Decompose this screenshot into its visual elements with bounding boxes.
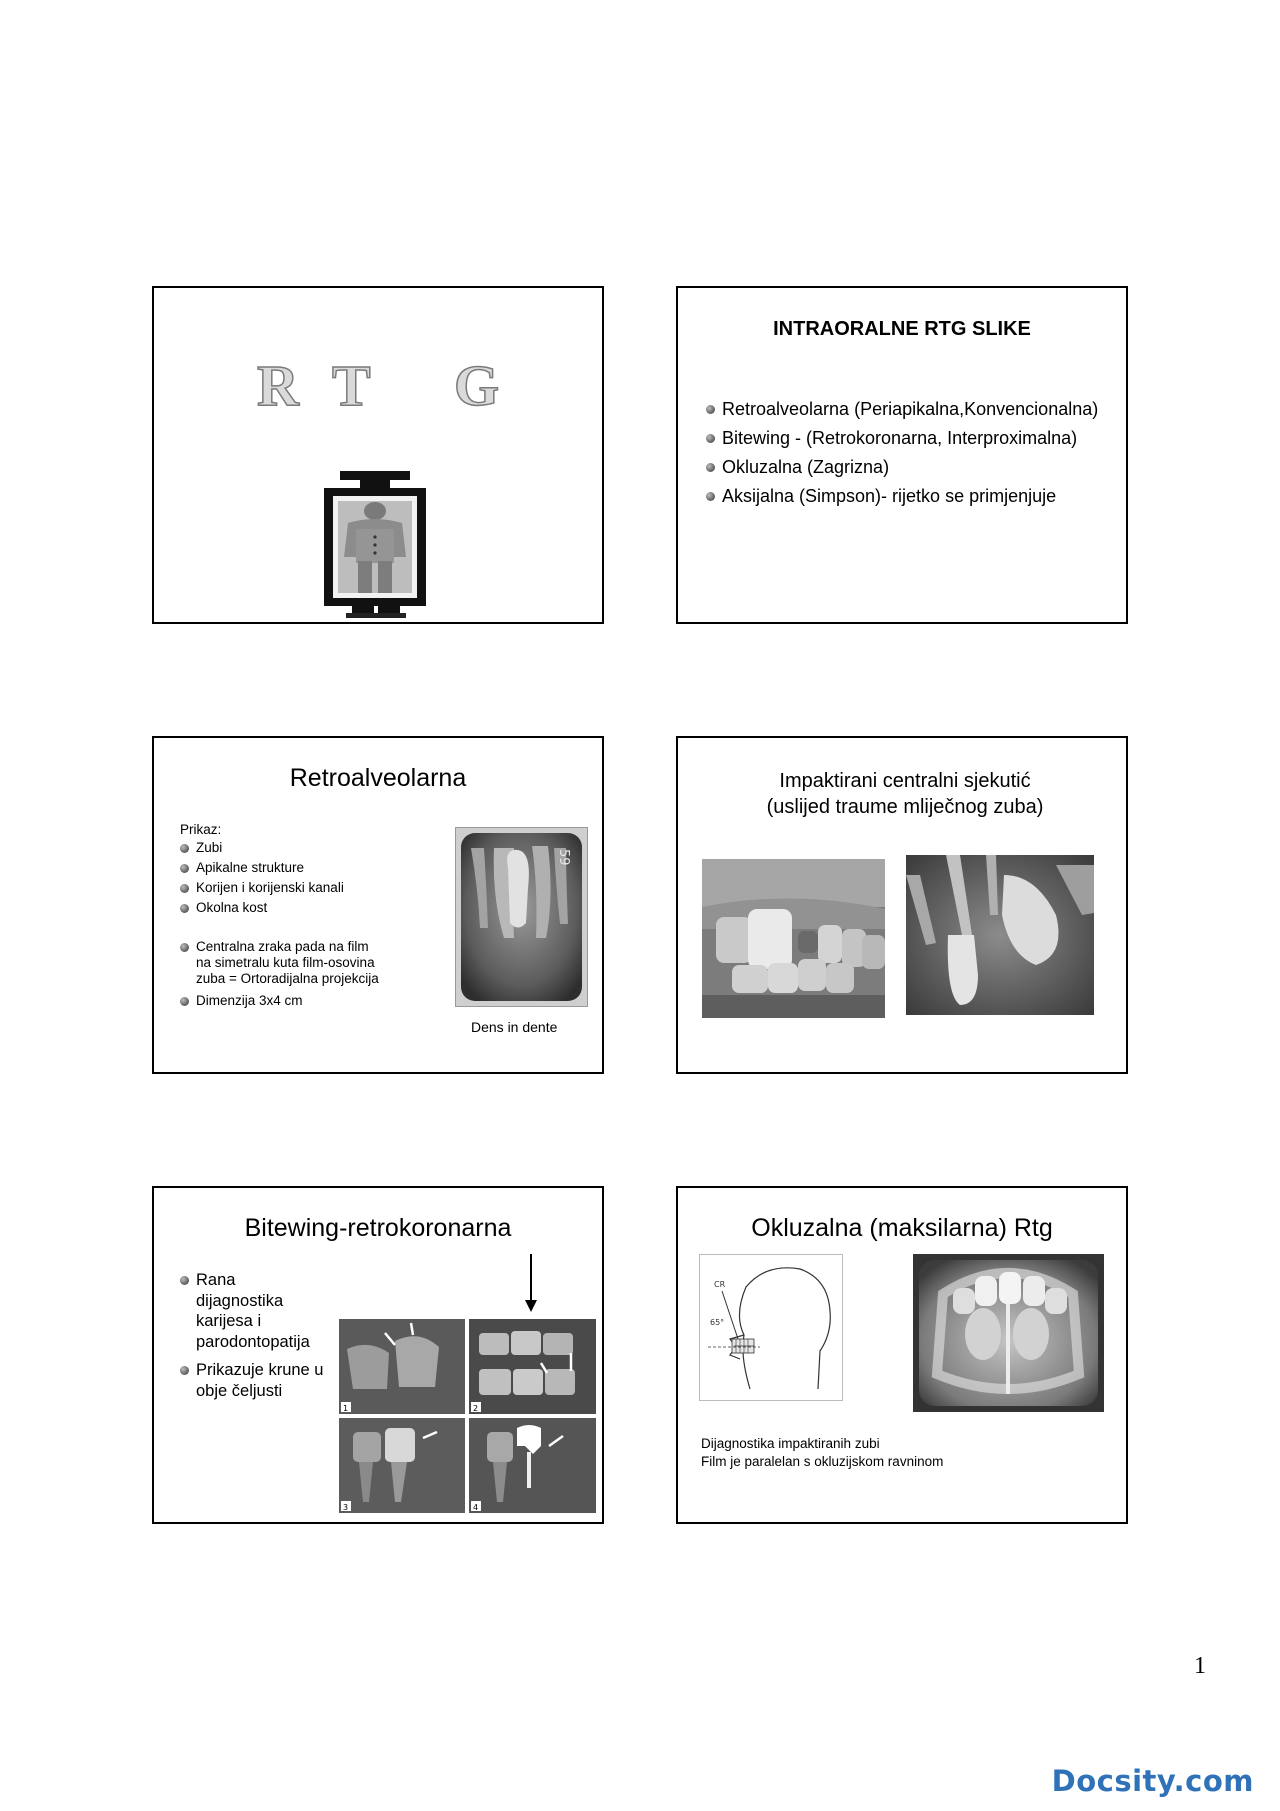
slide-title: Bitewing-retrokoronarna <box>244 1214 512 1242</box>
bitewing-panel-4 <box>469 1418 596 1513</box>
bullet-list-2 <box>180 939 386 1013</box>
bullet-dot-icon <box>706 405 715 414</box>
slide-intraoralne <box>676 286 1128 624</box>
bullet-dot-icon <box>706 492 715 501</box>
xray-figure-icon <box>324 471 426 621</box>
panel-number: 2 <box>473 1404 479 1413</box>
bullet-dot-icon <box>180 864 189 873</box>
list-item: Bitewing - (Retrokoronarna, Interproximalna) <box>706 426 1116 450</box>
list-item: Apikalne strukture <box>180 860 400 876</box>
bullet-dot-icon <box>180 1366 189 1375</box>
bullet-dot-icon <box>706 463 715 472</box>
slide-impaktirani <box>676 736 1128 1074</box>
list-item: Prikazuje krune u obje čeljusti <box>180 1360 326 1401</box>
bullet-dot-icon <box>180 884 189 893</box>
description-line-2: Film je paralelan s okluzijskom ravninom <box>701 1454 944 1469</box>
occlusal-xray <box>913 1254 1104 1412</box>
slide-okluzalna <box>676 1186 1128 1524</box>
angle-label: 65° <box>710 1318 725 1327</box>
slide-bitewing <box>152 1186 604 1524</box>
slide-retroalveolarna <box>152 736 604 1074</box>
list-item: Zubi <box>180 840 400 856</box>
slide-title: Okluzalna (maksilarna) Rtg <box>751 1214 1053 1242</box>
slide-title-line2: (uslijed traume mliječnog zuba) <box>766 796 1044 818</box>
dens-in-dente-xray <box>455 827 588 1007</box>
list-item: Okluzalna (Zagrizna) <box>706 455 1116 479</box>
list-item: Aksijalna (Simpson)- rijetko se primjenjuje <box>706 484 1116 508</box>
down-arrow-icon <box>524 1254 538 1314</box>
description-line-1: Dijagnostika impaktiranih zubi <box>701 1436 880 1451</box>
bullet-list <box>706 397 1116 513</box>
bullet-list <box>180 840 400 920</box>
slide-rtg-title <box>152 286 604 624</box>
bullet-dot-icon <box>180 997 189 1006</box>
bullet-dot-icon <box>706 434 715 443</box>
bullet-dot-icon <box>180 1276 189 1285</box>
bullet-list <box>180 1270 326 1409</box>
rtg-letter-g: G <box>454 353 500 418</box>
image-caption: Dens in dente <box>471 1019 558 1035</box>
slide-title: Retroalveolarna <box>289 764 467 792</box>
prikaz-label: Prikaz: <box>180 822 222 837</box>
slide-title-line1: Impaktirani centralni sjekutić <box>779 770 1031 792</box>
bullet-dot-icon <box>180 844 189 853</box>
bitewing-panel-2 <box>469 1319 596 1414</box>
cr-label: CR <box>714 1280 726 1289</box>
list-item: Retroalveolarna (Periapikalna,Konvencionalna) <box>706 397 1116 421</box>
impacted-incisor-xray <box>906 855 1094 1015</box>
bitewing-xray-grid <box>339 1319 596 1513</box>
film-number: 59 <box>556 849 571 866</box>
docsity-logo[interactable]: Docsity.com <box>1051 1764 1254 1798</box>
list-item: Korijen i korijenski kanali <box>180 880 400 896</box>
occlusal-projection-diagram <box>699 1254 843 1401</box>
bullet-dot-icon <box>180 904 189 913</box>
page-number: 1 <box>1194 1653 1206 1679</box>
clinical-photo <box>702 859 885 1018</box>
list-item: Centralna zraka pada na film na simetralu kuta film-osovina zuba = Ortoradijalna projekcija <box>180 939 386 987</box>
rtg-letter-t: T <box>332 353 371 418</box>
slide-title: INTRAORALNE RTG SLIKE <box>773 318 1031 340</box>
panel-number: 4 <box>473 1503 479 1512</box>
panel-number: 3 <box>343 1503 349 1512</box>
bitewing-panel-1 <box>339 1319 465 1414</box>
list-item: Rana dijagnostika karijesa i parodontopatija <box>180 1270 326 1352</box>
rtg-letter-r: R <box>257 353 299 418</box>
bitewing-panel-3 <box>339 1418 465 1513</box>
bullet-dot-icon <box>180 943 189 952</box>
panel-number: 1 <box>343 1404 349 1413</box>
list-item: Dimenzija 3x4 cm <box>180 993 386 1009</box>
list-item: Okolna kost <box>180 900 400 916</box>
